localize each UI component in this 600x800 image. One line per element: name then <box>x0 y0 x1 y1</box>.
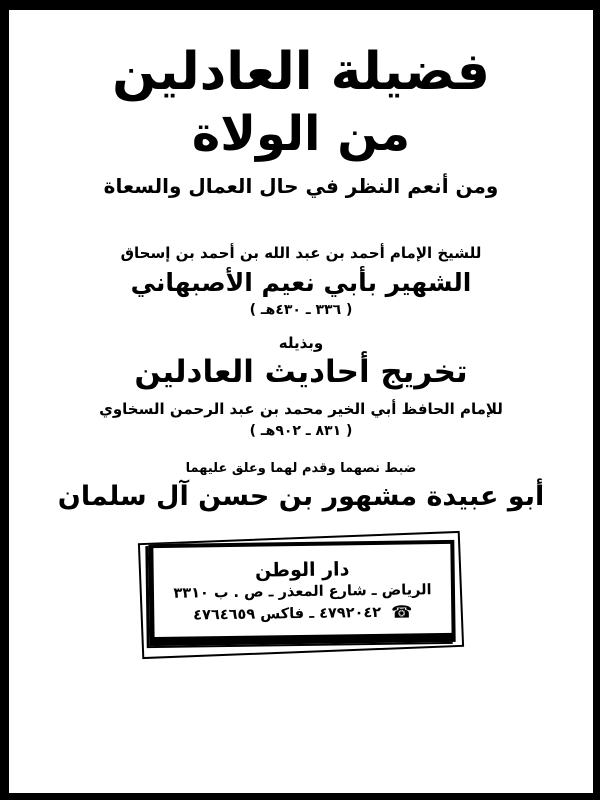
publisher-phone-line <box>160 601 445 625</box>
publisher-name: دار الوطن <box>254 558 350 582</box>
editor-block <box>9 461 593 512</box>
telephone-icon: ☎ <box>391 602 413 623</box>
book-subtitle: ومن أنعم النظر في حال العمال والسعاة <box>103 174 499 199</box>
publisher-inner-box <box>148 540 455 646</box>
appendix-intro: وبذيله <box>278 334 324 353</box>
publisher-address: الرياض ـ شارع المعذر ـ ص . ب ٣٣١٠ <box>173 581 432 602</box>
author-attribution: للشيخ الإمام أحمد بن عبد الله بن أحمد بن إسحاق <box>120 244 482 263</box>
book-title-line1: فضيلة العادلين <box>112 42 490 102</box>
appendix-block <box>9 334 593 439</box>
publisher-phone-fax: ٤٧٩٢٠٤٢ ـ فاكس ٤٧٦٤٦٥٩ <box>193 604 382 624</box>
author-block <box>9 244 593 318</box>
author-known-as: الشهير بأبي نعيم الأصبهاني <box>130 268 472 298</box>
editor-name: أبو عبيدة مشهور بن حسن آل سلمان <box>57 481 545 513</box>
author-dates: ( ٣٣٦ ـ ٤٣٠هـ ) <box>249 302 353 319</box>
appendix-dates: ( ٨٣١ ـ ٩٠٢هـ ) <box>249 423 353 440</box>
book-title-line2: من الولاة <box>191 106 411 162</box>
appendix-title: تخريج أحاديث العادلين <box>134 354 468 391</box>
appendix-attribution: للإمام الحافظ أبي الخير محمد بن عبد الرحمن السخاوي <box>99 400 503 419</box>
editor-role: ضبط نصهما وقدم لهما وعلق عليهما <box>185 461 417 477</box>
publisher-box <box>143 540 459 650</box>
